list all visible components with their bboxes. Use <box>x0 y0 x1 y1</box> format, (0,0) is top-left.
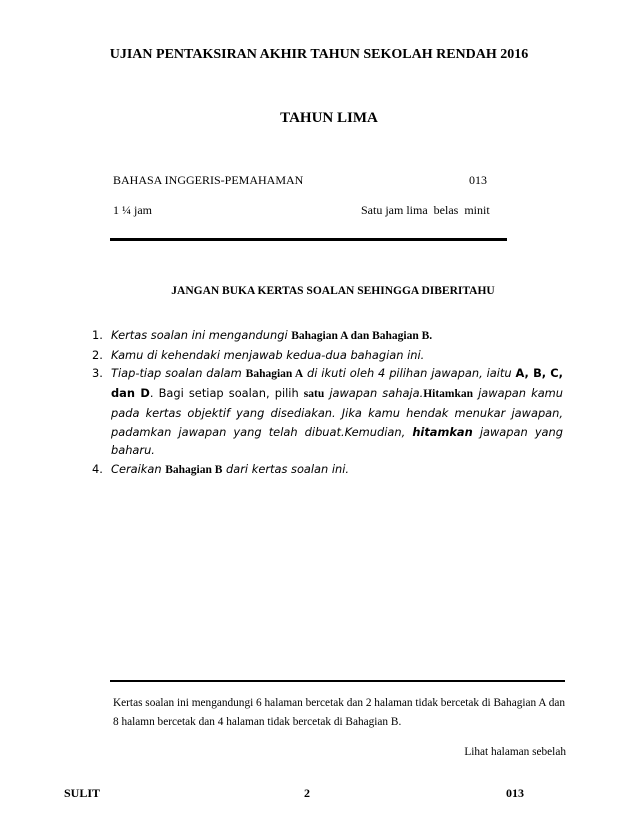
instruction-emphasis: hitamkan <box>412 424 473 439</box>
instruction-text: di ikuti oleh 4 pilihan jawapan, iaitu <box>303 366 516 381</box>
instruction-emphasis: Bahagian A dan Bahagian B. <box>291 330 433 342</box>
instruction-number: 4. <box>92 461 103 476</box>
instruction-text: Tiap-tiap soalan dalam <box>111 366 246 381</box>
exam-title: UJIAN PENTAKSIRAN AKHIR TAHUN SEKOLAH RENDAH 2016 <box>109 47 529 62</box>
instruction-item-4 <box>92 460 563 480</box>
instruction-emphasis: Bahagian A <box>245 368 304 381</box>
instruction-emphasis: A, B, C, dan D <box>111 366 563 401</box>
instruction-text: Kertas soalan ini mengandungi <box>111 328 292 342</box>
year-level-title: TAHUN LIMA <box>280 110 378 126</box>
instruction-item-1 <box>92 326 563 346</box>
duration-words: Satu jam lima belas minit <box>361 203 490 217</box>
instruction-number: 2. <box>92 347 103 362</box>
instruction-text: jawapan yang baharu. <box>111 424 563 458</box>
page-number: 2 <box>304 786 310 800</box>
instruction-item-2 <box>92 346 563 365</box>
instruction-emphasis: Hitamkan <box>423 388 474 401</box>
instructions-list <box>92 326 563 480</box>
instruction-text: jawapan kamu pada kertas objektif yang disediakan. Jika kamu hendak menukar jawapan, padamkan jawapan yang telah dibuat.Kemudian, <box>111 386 563 439</box>
instruction-text: Kamu di kehendaki menjawab kedua-dua bahagian ini. <box>111 347 425 362</box>
instruction-text: Ceraikan <box>111 461 166 476</box>
warning-notice: JANGAN BUKA KERTAS SOALAN SEHINGGA DIBERITAHU <box>171 285 495 297</box>
footer-classification: SULIT <box>64 786 101 800</box>
instruction-emphasis: Bahagian B <box>165 463 223 476</box>
instruction-text: dari kertas soalan ini. <box>222 461 350 476</box>
page-count-note: Kertas soalan ini mengandungi 6 halaman bercetak dan 2 halaman tidak bercetak di Bahagian A dan 8 halamn bercetak dan 4 halaman tidak bercetak di Bahagian B. <box>113 697 566 728</box>
instruction-emphasis: satu <box>303 388 325 401</box>
footer-divider <box>110 680 565 682</box>
instruction-text: jawapan sahaja. <box>324 386 424 401</box>
instruction-item-3 <box>92 364 563 460</box>
instruction-number: 1. <box>92 328 103 342</box>
subject-label: BAHASA INGGERIS-PEMAHAMAN <box>113 173 304 187</box>
paper-code: 013 <box>469 173 487 187</box>
next-page-note: Lihat halaman sebelah <box>464 746 566 758</box>
instruction-text: . Bagi setiap soalan, pilih <box>149 386 304 401</box>
instruction-number: 3. <box>92 366 103 381</box>
header-divider <box>110 238 507 241</box>
footer-paper-code: 013 <box>506 786 524 800</box>
duration: 1 ¼ jam <box>113 203 152 217</box>
